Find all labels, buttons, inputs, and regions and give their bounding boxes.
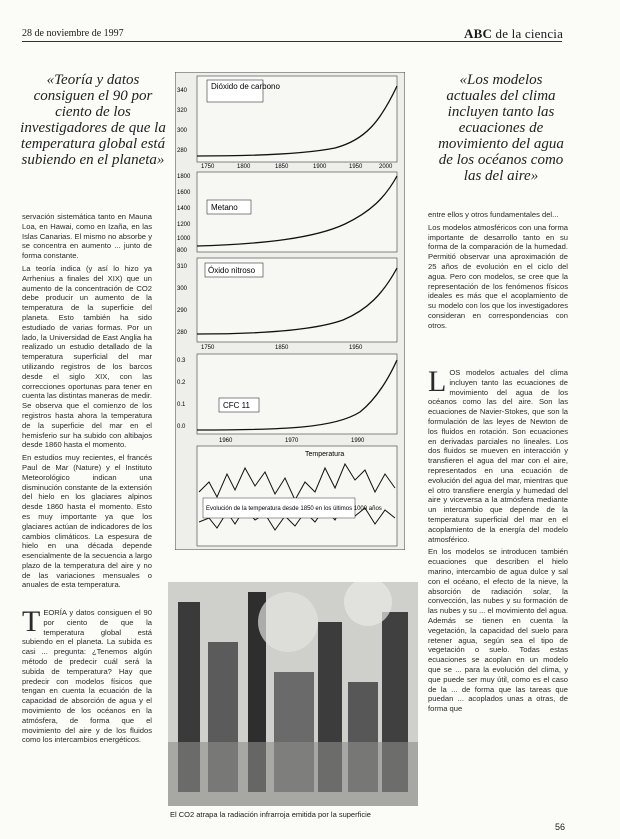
chart-panel-temperature bbox=[197, 446, 397, 546]
pull-quote-right: «Los modelos actuales del clima incluyen tanto las ecuaciones de movimiento del agua de los océanos como las del aire» bbox=[438, 72, 564, 184]
drop-cap: L bbox=[428, 368, 447, 398]
tick-label: 280 bbox=[177, 330, 188, 336]
article-column-right-lower bbox=[428, 368, 568, 833]
tick-label: 1600 bbox=[177, 190, 191, 196]
paragraph: En los modelos se introducen también ecuaciones que describen el hielo marino, intercambio de agua dulce y sal con el océano, el efecto de la nieve, la absorción de radiación solar, la convección, las nubes y su formación de las nubes y su ... el movimiento del agua. Además se tienen en cuenta la vegetación, la capacidad del suelo para retener agua, según sea el tipo de vegetación o suelo. Todas estas ecuaciones se acoplan en un modelo que se ... para la evolución del clima, y que puede ser muy útil, como es el caso de la ... de forma que las tareas que puedan ... acoplados unas a otras, de forma que bbox=[428, 547, 568, 714]
industrial-photo-graphic bbox=[168, 582, 418, 806]
tick-label: 1950 bbox=[349, 345, 363, 351]
page-number: 56 bbox=[555, 822, 566, 832]
paragraph: OS modelos actuales del clima incluyen tanto las ecuaciones de movimiento del agua de los océanos como las del aire. Son las ecuaciones de Navier-Stokes, que son la formulación de las leyes de Newton de los fluidos en rotación. Son ecuaciones en derivadas parciales no lineales. Los dos fluidos se mueven en interacción y transfieren el agua del mar con el aire, representados en una ecuación de evolución del agua del mar, mientras que el otro transfiere energía y humedad del aire y viceversa a la atmósfera mediante un intercambio que depende de la temperatura superficial del mar en el acoplamiento de la energía del modelo atmosférico. bbox=[428, 368, 568, 544]
tick-label: 1970 bbox=[285, 438, 299, 444]
chart-note: Evolución de la temperatura desde 1850 en los últimos 1000 años bbox=[206, 506, 382, 512]
tick-label: 320 bbox=[177, 108, 188, 114]
chart-label: Óxido nitroso bbox=[208, 266, 256, 275]
header-rule bbox=[22, 41, 562, 42]
tick-label: 1000 bbox=[177, 236, 191, 242]
article-column-right bbox=[428, 210, 568, 365]
drop-cap: T bbox=[22, 608, 41, 638]
tick-label: 1990 bbox=[351, 438, 365, 444]
tick-label: 0.0 bbox=[177, 424, 186, 430]
section-suffix: de la ciencia bbox=[495, 26, 564, 41]
chart-label: Temperatura bbox=[305, 451, 345, 458]
tick-label: 1960 bbox=[219, 438, 233, 444]
issue-date: 28 de noviembre de 1997 bbox=[22, 28, 124, 39]
tick-label: 2000 bbox=[379, 164, 393, 170]
tick-label: 1800 bbox=[177, 174, 191, 180]
tick-label: 1200 bbox=[177, 222, 191, 228]
tick-label: 0.1 bbox=[177, 402, 186, 408]
article-column-left-lower bbox=[22, 608, 152, 833]
paragraph: EORÍA y datos consiguen el 90 por ciento de que la temperatura global está subiendo en el planeta. La subida es casi ... pregunta: ¿Tenemos algún método de predecir cuál será la subida de temperatura? Hay que predecir con modelos físicos que tengan en cuenta la ecuación de la capacidad de absorción de agua y el movimiento de los océanos en la atmósfera, de forma que el movimiento del aire y de los fluidos como los intercambios energéticos. bbox=[22, 608, 152, 745]
chart-panel-nitrous-oxide bbox=[177, 258, 397, 351]
pull-quote-left: «Teoría y datos consiguen el 90 por ciento de los investigadores de que la temperatura global está subiendo en el planeta» bbox=[20, 72, 166, 168]
tick-label: 1800 bbox=[237, 164, 251, 170]
tick-label: 800 bbox=[177, 248, 188, 254]
tick-label: 1750 bbox=[201, 164, 215, 170]
tick-label: 1400 bbox=[177, 206, 191, 212]
tick-label: 280 bbox=[177, 148, 188, 154]
section-prefix: ABC bbox=[464, 26, 493, 41]
greenhouse-gas-charts bbox=[175, 72, 405, 550]
paragraph: En estudios muy recientes, el francés Paul de Mar (Nature) y el Instituto Meteorológico indican una disminución constante de la extensión del hielo en los glaciares alpinos desde 1860 hasta el momento. Esto es muy importante ya que los glaciares actúan de indicadores de los cambios climáticos. La espesura de hielo en una década depende esencialmente de la secuencia a largo plazo de la temperatura del aire y no de las variaciones mensuales o anuales de esta temperatura. bbox=[22, 453, 152, 590]
tick-label: 1950 bbox=[349, 164, 363, 170]
chart-label: Metano bbox=[211, 203, 238, 212]
chart-panel-methane bbox=[177, 172, 397, 254]
tick-label: 1850 bbox=[275, 345, 289, 351]
chart-panel-cfc11 bbox=[177, 354, 397, 444]
tick-label: 300 bbox=[177, 128, 188, 134]
tick-label: 300 bbox=[177, 286, 188, 292]
chart-panel-co2 bbox=[177, 76, 397, 170]
tick-label: 0.3 bbox=[177, 358, 186, 364]
section-title bbox=[464, 26, 563, 42]
paragraph: Los modelos atmosféricos con una forma importante de desarrollo tanto en su forma de la comparación de la humedad. Permitió observar una aproximación de 25 años de evolución en el ciclo del agua. Pero con modelos, se cree que la representación de los fenómenos físicos ideales es más que el acoplamiento de su modelo con los que los investigadores consideran en correspondencias con otros. bbox=[428, 222, 568, 330]
tick-label: 1850 bbox=[275, 164, 289, 170]
paragraph: entre ellos y otros fundamentales del... bbox=[428, 210, 559, 219]
tick-label: 340 bbox=[177, 88, 188, 94]
tick-label: 310 bbox=[177, 264, 188, 270]
chart-label: CFC 11 bbox=[223, 401, 250, 410]
tick-label: 0.2 bbox=[177, 380, 186, 386]
tick-label: 290 bbox=[177, 308, 188, 314]
paragraph: La teoría indica (y así lo hizo ya Arrhenius a finales del XIX) que un aumento de la concentración de CO2 debe producir un aumento de la temperatura de la superficie del planeta. Esto también ha sido estudiado de varias formas. Por un lado, la Universidad de East Anglia ha realizado un estudio detallado de la temperatura superficial del mar utilizando registros de los barcos desde el siglo XIX, con las correcciones oportunas para tener en cuenta las distintas maneras de medir. Se observa que el comienzo de los registros hasta ahora la temperatura de la superficie del mar en el hemisferio sur ha subido con altibajos desde 1860 hasta el momento. bbox=[22, 263, 152, 450]
tick-label: 1750 bbox=[201, 345, 215, 351]
chart-label: Dióxido de carbono bbox=[211, 82, 280, 91]
photo-caption: El CO2 atrapa la radiación infrarroja emitida por la superficie bbox=[170, 810, 371, 819]
paragraph: servación sistemática tanto en Mauna Loa, en Hawai, como en Izaña, en las Islas Canarias. El mismo no absorbe y se concentra en aumento ... junto de forma constante. bbox=[22, 212, 152, 261]
industrial-photo bbox=[168, 582, 418, 806]
tick-label: 1900 bbox=[313, 164, 327, 170]
